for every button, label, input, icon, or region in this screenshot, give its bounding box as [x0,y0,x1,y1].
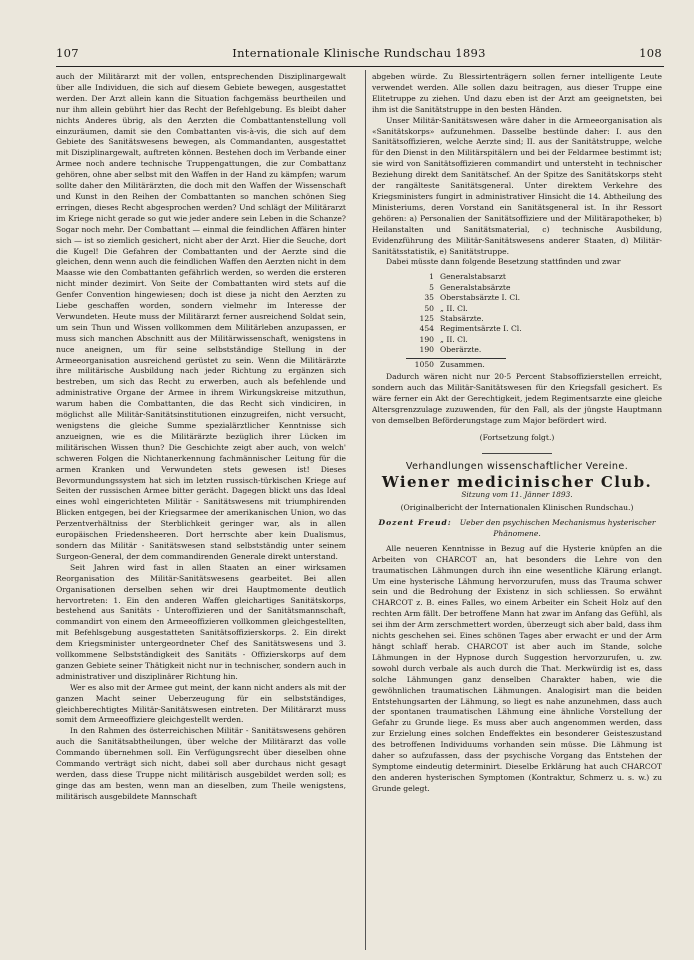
continuation-note: (Fortsetzung folgt.) [479,432,555,442]
page-number-right: 108 [639,46,662,60]
paragraph: Seit Jahren wird fast in allen Staaten an einer wirksamen Reorganisation des Militär-Sanitätswesens gearbeitet. Bei allen Organisationen derselben sehen wir drei Hauptmomente deutlich hervortreten: 1. Ein den anderen Waffen gleichartiges Sanitätskorps, bestehend aus Sanitäts - Unteroffizieren und der Sanitätsmannschaft, commandirt von einem den Armeeoffizieren vollkommen gleichgestellten, mit Befehlsgebung ausgestatteten Sanitätsoffizierskorps. 2. Ein direkt dem Kriegsminister untergeordneter Chef des Sanitätswesens und 3. vollkommene Selbstständigkeit des Sanitäts - Offizierskorps auf dem ganzen Gebiete seiner Thätigkeit nicht nur in technischer, sondern auch in administrativer und disziplinärer Richtung hin. [56,562,346,681]
club-title: Wiener medicinischer Club. [381,473,653,492]
paragraph: Unser Militär-Sanitätswesen wäre daher in die Armeeorganisation als «Sanitätskorps» aufzunehmen. Dasselbe bestünde daher: I. aus den Sanitätsoffizieren, welche Aerzte sind; II. aus der Sanitätstruppe, welche für den Dienst in den Militärspitälern und bei der Feldarmee bestimmt ist; sie wird von Sanitätsoffizieren commandirt und untersteht in technischer Beziehung direkt dem Sanitätschef. An der Spitze des Sanitätskorps steht der rangälteste Sanitätsgeneral. Unter direktem Verkehre des Kriegsministers fungirt in administrativer Hinsicht die 14. Abtheilung des Ministeriums, deren Vorstand ein Sanitätsgeneral ist. In ihr Ressort gehören: a) Personalien der Sanitätsoffiziere und der Militärapotheker, b) Heilanstalten und Sanitätsmaterial, c) technische Ausbildung, Evidenzführung des Militär-Sanitätswesens anderer Staaten, d) Militär-Sanitätsstatistik, e) Sanitätstruppe. [372,115,662,256]
paragraph: Alle neueren Kenntnisse in Bezug auf die Hysterie knüpfen an die Arbeiten von CHARCOT an, hat besonders die Lehre von den traumatischen Lähmungen durch ihn eine wesentliche Klärung erlangt. Um eine hysterische Lähmung hervorzurufen, muss das Trauma schwer sein und die Bedrohung der Existenz in sich schliessen. So erwähnt CHARCOT z. B. eines Falles, wo einem Arbeiter ein Scheit Holz auf den rechten Arm fällt. Der betroffene Mann hat zwar im Anfang das Gefühl, als sei ihm der Arm zerschmettert worden, überzeugt sich aber bald, dass ihm nichts geschehen sei. Eines schönen Tages aber erwacht er und der Arm hängt schlaff herab. CHARCOT ist aber auch im Stande, solche Lähmungen in der Hypnose durch Suggestion hervorzurufen, u. zw. sowohl durch verbale als auch durch die That. Merkwürdig ist es, dass solche Lähmungen ganz denselben Charakter haben, wie die gewöhnlichen traumatischen Lähmungen. Analogisirt man die beiden Entstehungsarten der Lähmung, so liegt es nahe anzunehmen, dass auch der spontanen traumatischen Lähmung eine ähnliche Vorstellung der Gefahr zu Grunde liege. Es muss aber auch angenommen werden, dass zur Erzielung eines solchen Endeffektes ein besonderer Geisteszustand des betroffenen Individuums vorhanden sein müsse. Die Lähmung ist daher so aufzufassen, dass der psychische Vorgang das Entstehen der Symptome eindeutig determinirt. Dieselbe Erklärung hat auch CHARCOT den anderen hysterischen Symptomen (Kontraktur, Schmerz u. s. w.) zu Grunde gelegt. [372,543,662,793]
talk-title: Ueber den psychischen Mechanismus hysterischer Phänomene. [459,518,656,538]
journal-title: Internationale Klinische Rundschau 1893 [232,46,486,60]
session-date: Sitzung vom 11. Jänner 1893. [461,490,573,500]
paragraph: Dabei müsste dann folgende Besetzung stattfinden und zwar [386,257,621,267]
left-column [56,72,346,947]
paragraph: Dadurch wären nicht nur 20·5 Percent Stabsoffizierstellen erreicht, sondern auch das Militär-Sanitätswesen für den Kriegsfall gesichert. Es wäre ferner ein Akt der Gerechtigkeit, jedem Regimentsarzte eine gleiche Altersgrenzzulage zuzuwenden, für den Fall, als der jüngste Hauptmann von demselben Beförderungstage zum Major befördert wird. [372,371,662,425]
list-item: 190 „ II. Cl. [419,334,468,344]
paragraph: abgeben würde. Zu Blessirtenträgern sollen ferner intelligente Leute verwendet werden. Alle sollen dazu beitragen, aus dieser Truppe eine Elitetruppe zu ziehen. Und dazu eben ist der Arzt am geeignetsten, bei ihm ist die Sanitätstruppe in den besten Händen. [372,72,662,114]
section-title: Verhandlungen wissenschaftlicher Vereine. [405,461,629,473]
list-item: 50 „ II. Cl. [424,303,468,313]
list-item: 35 Oberstabsärzte I. Cl. [424,293,521,303]
paragraph: In den Rahmen des österreichischen Militär - Sanitätswesens gehören auch die Sanitätsabtheilungen, über welche der Militärarzt das volle Commando übernehmen soll. Ein Verfügungsrecht über dieselben ohne Commando verträgt sich nicht, dabei soll aber durchaus nicht gesagt werden, dass diese Truppe nicht militärisch ausgebildet werden soll; es ginge das am besten, wenn man an dieselben, zum Theile wenigstens, militärisch ausgebildete Mannschaft [56,726,346,801]
staff-list [406,272,662,370]
page-number-left: 107 [56,46,79,60]
column-divider [365,70,366,950]
list-item: 5 Generalstabsärzte [429,282,511,292]
paragraph: auch der Militärarzt mit der vollen, entsprechenden Disziplinargewalt über alle Individuen, die sich auf diesem Gebiete bewegen, ausgestattet werden. Der Arzt allein kann die Situation fachgemäss beurtheilen und nur ihm allein gebührt hier das Recht der Befehlgebung. Es bleibt daher nichts Anderes übrig, als den Aerzten die Combattantenstellung voll einzuräumen, damit sie den Combattanten vis-à-vis, die sich auf dem Gebiete des Sanitätswesens bewegen, als Commandanten, ausgestattet mit Disziplinargewalt, auftreten können. Bestehen doch im Verbande einer Armee noch andere technische Truppengattungen, die zur Combattanz gehören, ohne aber selbst mit den Waffen in der Hand zu kämpfen; warum sollte daher den Militärärzten, die doch mit den Waffen der Wissenschaft und Kunst in den Reihen der Combattanten so manchen schönen Sieg erringen, dieses Recht abgesprochen werden? Und schlägt der Militärarzt im Kriege nicht gerade so gut wie jeder andere sein Leben in die Schanze? Sogar noch mehr. Der Combattant — einmal die feindlichen Affären hinter sich — ist so ziemlich gesichert, nicht aber der Arzt. Hier die Seuche, dort die Kugel! Die Gefahren der Combattanten und der Aerzte sind die gleichen, denn wenn auch die feindlichen Waffen den Aerzten nicht in dem Maasse wie den Combattanten gefährlich werden, so werden die ersteren nicht minder dezimirt. Von Seite der Combattanten wird stets auf die Genfer Convention hingewiesen; doch ist diese ja nicht den Aerzten zu Liebe geschaffen worden, sondern vielmehr im Interesse der Verwundeten. Heute muss der Militärarzt ferner ausreichend Soldat sein, um sein Thun und Wissen vollkommen dem Militärleben anzupassen, er muss sich manchen Abschnitt aus der Militärwissenschaft, wenigstens in nuce aneignen, um für seine selbstständige Stellung in der Armeeorganisation ausreichend gerüstet zu sein. Wenn die Militärärzte ihre militärische Ausbildung nach jeder Richtung zu ergänzen sich bestreben, um sich das Recht zu erwerben, auch als befehlende und administrative Organe der Armee in ihrem Wirkungskreise mitzuthun, warum haben die Combattanten, die das Recht sich vindiciren, in möglichst alle Militär-Sanitätsinstitutionen einzugreifen, nicht versucht, wenigstens die gleiche Summe spezialärztlicher Kenntnisse sich anzueignen, wie es die Militärärzte bezüglich ihrer Lücken im militärischen Wissen thun? Die Geschichte zeigt aber auch, von welch' schweren Folgen die Nichtanerkennung fachmännischer Leitung für die armen Kranken und Verwundeten stets gewesen ist! Dieses Bevormundungssystem hat sich im letzten russisch-türkischen Kriege auf Seiten der russischen Armee bitter gerächt. Dagegen blickt uns das Ideal eines wohl eingerichteten Militär - Sanitätswesens mit triumphirenden Blicken entgegen, bei der Kriegsarmee der amerikanischen Union, wo das Perzentverhältniss der Sterblichkeit geringer war, als in allen europäischen Friedensheeren. Dort herrschte aber kein Dualismus, sondern das Militär - Sanitätswesen stand selbstständig unter seinem Surgeon-General, der dem commandirenden Generale direkt unterstand. [56,72,346,561]
running-header [56,46,662,62]
paragraph: Wer es also mit der Armee gut meint, der kann nicht anders als mit der ganzen Macht seiner Ueberzeugung für ein selbstständiges, gleichberechtigtes Militär-Sanitätswesen eintreten. Der Militärarzt muss somit dem Armeeoffiziere gleichgestellt werden. [56,682,346,725]
list-total: 1050 Zusammen. [414,359,485,369]
list-item: 454 Regimentsärzte I. Cl. [419,324,522,334]
section-divider [482,453,552,454]
list-item: 190 Oberärzte. [419,345,482,355]
list-item: 1 Generalstabsarzt [429,272,506,282]
header-rule [56,66,664,67]
original-report-note: (Originalbericht der Internationalen Klinischen Rundschau.) [400,503,634,513]
list-item: 125 Stabsärzte. [419,313,484,323]
talk-heading [372,518,662,540]
speaker: Dozent Freud: [378,518,452,528]
right-column [372,72,662,947]
